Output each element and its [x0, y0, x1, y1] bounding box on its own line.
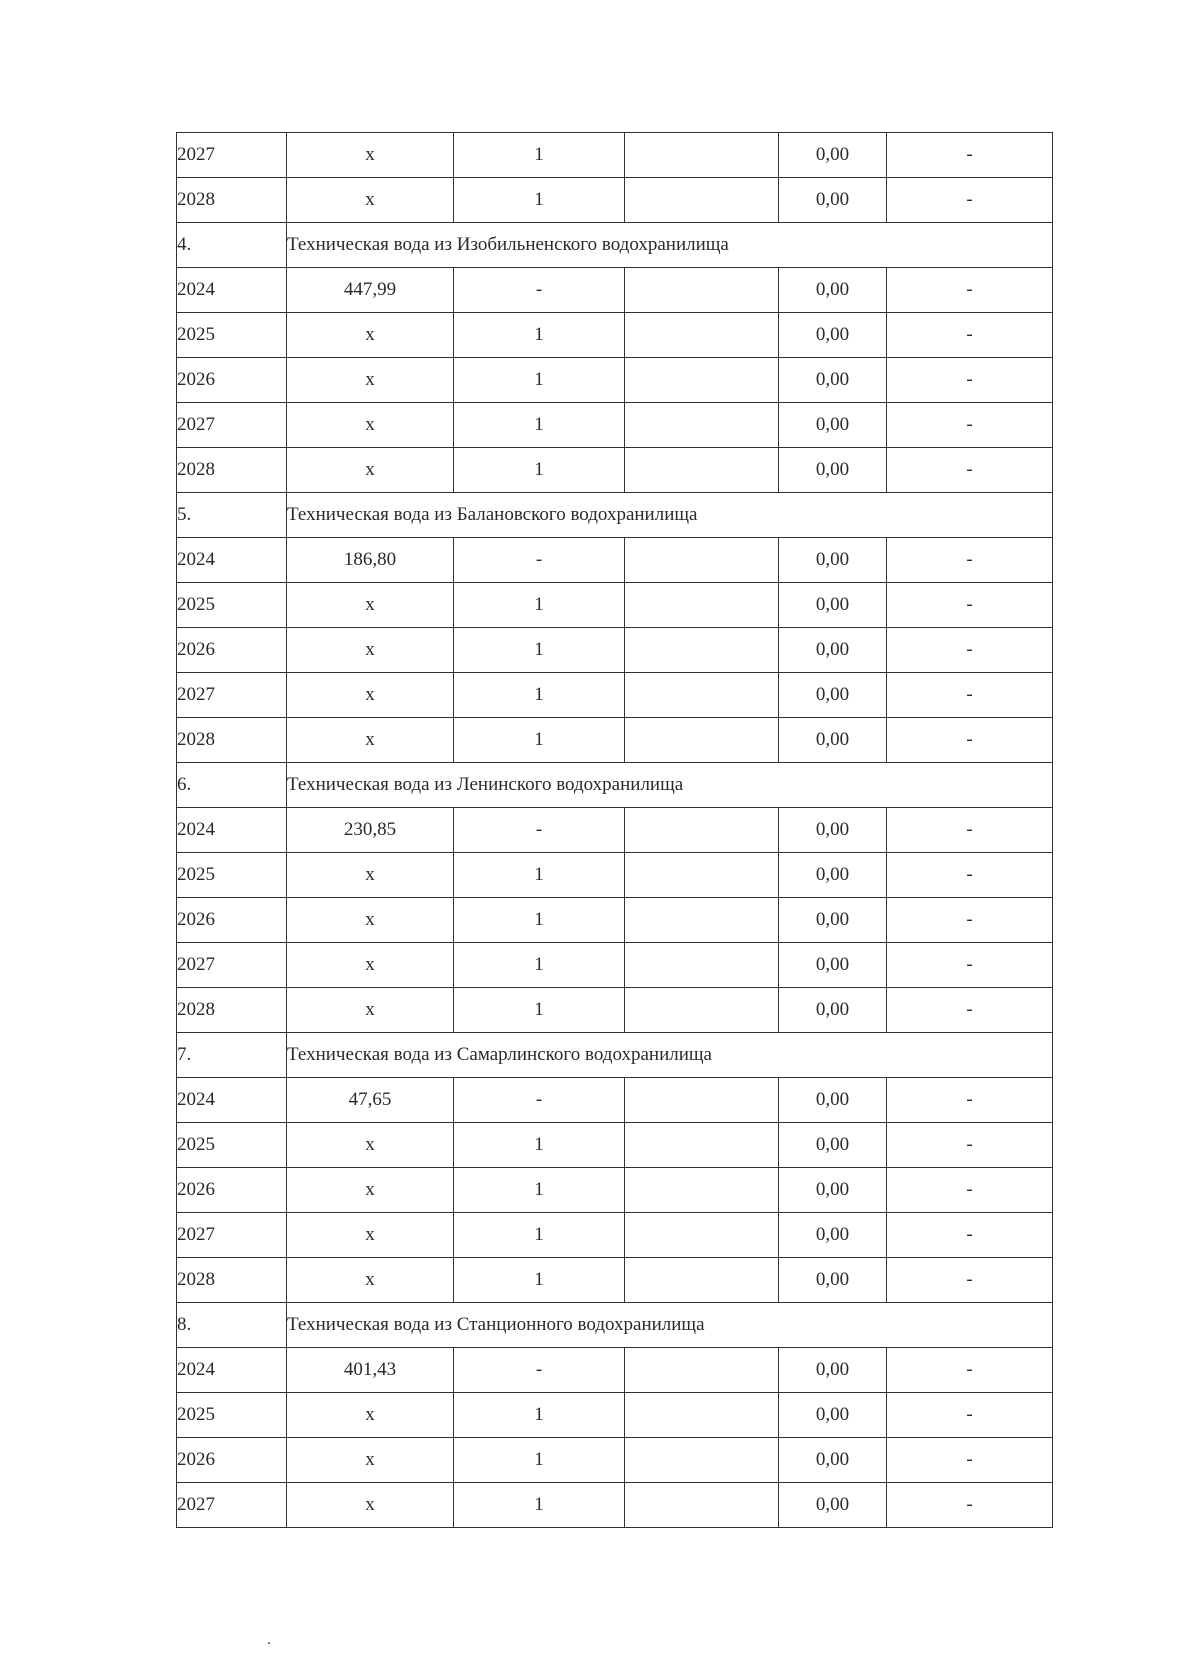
- volume-cell: x: [287, 988, 454, 1033]
- empty-cell: [625, 808, 779, 853]
- flag-cell: 1: [454, 943, 625, 988]
- amount-cell: 0,00: [779, 1393, 887, 1438]
- flag-cell: 1: [454, 1213, 625, 1258]
- year-cell: 2026: [177, 1438, 287, 1483]
- dash-cell: -: [887, 1078, 1053, 1123]
- table-row: [177, 313, 1053, 358]
- dash-cell: -: [887, 628, 1053, 673]
- table-row: [177, 358, 1053, 403]
- flag-cell: -: [454, 538, 625, 583]
- year-cell: 2027: [177, 133, 287, 178]
- volume-cell: x: [287, 1393, 454, 1438]
- year-cell: 2027: [177, 943, 287, 988]
- dash-cell: -: [887, 1213, 1053, 1258]
- empty-cell: [625, 313, 779, 358]
- dash-cell: -: [887, 448, 1053, 493]
- empty-cell: [625, 358, 779, 403]
- empty-cell: [625, 133, 779, 178]
- year-cell: 2028: [177, 1258, 287, 1303]
- section-title: Техническая вода из Изобильненского водохранилища: [287, 223, 1053, 268]
- table-row: [177, 268, 1053, 313]
- amount-cell: 0,00: [779, 313, 887, 358]
- amount-cell: 0,00: [779, 178, 887, 223]
- dash-cell: -: [887, 583, 1053, 628]
- year-cell: 2027: [177, 1483, 287, 1528]
- table-row: [177, 538, 1053, 583]
- empty-cell: [625, 1078, 779, 1123]
- amount-cell: 0,00: [779, 133, 887, 178]
- volume-cell: 401,43: [287, 1348, 454, 1393]
- year-cell: 2024: [177, 1078, 287, 1123]
- volume-cell: x: [287, 853, 454, 898]
- year-cell: 2024: [177, 268, 287, 313]
- section-title: Техническая вода из Самарлинского водохранилища: [287, 1033, 1053, 1078]
- table-row: [177, 718, 1053, 763]
- year-cell: 2028: [177, 448, 287, 493]
- year-cell: 2026: [177, 1168, 287, 1213]
- flag-cell: 1: [454, 1483, 625, 1528]
- empty-cell: [625, 943, 779, 988]
- volume-cell: x: [287, 1123, 454, 1168]
- dash-cell: -: [887, 1393, 1053, 1438]
- volume-cell: 186,80: [287, 538, 454, 583]
- flag-cell: 1: [454, 448, 625, 493]
- section-number: 7.: [177, 1033, 287, 1078]
- table-row: [177, 1078, 1053, 1123]
- empty-cell: [625, 1168, 779, 1213]
- flag-cell: 1: [454, 313, 625, 358]
- flag-cell: 1: [454, 1168, 625, 1213]
- empty-cell: [625, 1438, 779, 1483]
- dash-cell: -: [887, 178, 1053, 223]
- dash-cell: -: [887, 943, 1053, 988]
- section-number: 6.: [177, 763, 287, 808]
- volume-cell: x: [287, 898, 454, 943]
- table-row: [177, 988, 1053, 1033]
- dash-cell: -: [887, 853, 1053, 898]
- flag-cell: 1: [454, 133, 625, 178]
- empty-cell: [625, 1348, 779, 1393]
- volume-cell: x: [287, 673, 454, 718]
- flag-cell: 1: [454, 628, 625, 673]
- dash-cell: -: [887, 313, 1053, 358]
- table-body: [177, 133, 1053, 1528]
- amount-cell: 0,00: [779, 718, 887, 763]
- flag-cell: 1: [454, 1258, 625, 1303]
- section-number: 5.: [177, 493, 287, 538]
- volume-cell: 47,65: [287, 1078, 454, 1123]
- table-row: [177, 1258, 1053, 1303]
- table-row: [177, 1123, 1053, 1168]
- volume-cell: 230,85: [287, 808, 454, 853]
- volume-cell: x: [287, 1483, 454, 1528]
- table-row: [177, 1393, 1053, 1438]
- year-cell: 2024: [177, 808, 287, 853]
- dash-cell: -: [887, 1168, 1053, 1213]
- empty-cell: [625, 673, 779, 718]
- table-row: [177, 178, 1053, 223]
- dash-cell: -: [887, 358, 1053, 403]
- year-cell: 2026: [177, 898, 287, 943]
- amount-cell: 0,00: [779, 943, 887, 988]
- year-cell: 2026: [177, 358, 287, 403]
- flag-cell: 1: [454, 1123, 625, 1168]
- flag-cell: 1: [454, 718, 625, 763]
- empty-cell: [625, 178, 779, 223]
- empty-cell: [625, 1258, 779, 1303]
- volume-cell: x: [287, 1438, 454, 1483]
- empty-cell: [625, 448, 779, 493]
- dash-cell: -: [887, 898, 1053, 943]
- flag-cell: -: [454, 268, 625, 313]
- volume-cell: x: [287, 583, 454, 628]
- empty-cell: [625, 1213, 779, 1258]
- scan-speck: [268, 1642, 270, 1644]
- year-cell: 2027: [177, 1213, 287, 1258]
- volume-cell: x: [287, 1168, 454, 1213]
- volume-cell: x: [287, 133, 454, 178]
- amount-cell: 0,00: [779, 1483, 887, 1528]
- table-row: [177, 1168, 1053, 1213]
- dash-cell: -: [887, 1438, 1053, 1483]
- empty-cell: [625, 1483, 779, 1528]
- flag-cell: 1: [454, 988, 625, 1033]
- dash-cell: -: [887, 673, 1053, 718]
- section-number: 4.: [177, 223, 287, 268]
- dash-cell: -: [887, 1258, 1053, 1303]
- amount-cell: 0,00: [779, 853, 887, 898]
- year-cell: 2027: [177, 673, 287, 718]
- flag-cell: -: [454, 1078, 625, 1123]
- table-row: [177, 1213, 1053, 1258]
- empty-cell: [625, 403, 779, 448]
- section-title: Техническая вода из Балановского водохранилища: [287, 493, 1053, 538]
- dash-cell: -: [887, 133, 1053, 178]
- year-cell: 2028: [177, 718, 287, 763]
- empty-cell: [625, 1123, 779, 1168]
- section-number: 8.: [177, 1303, 287, 1348]
- flag-cell: 1: [454, 1393, 625, 1438]
- year-cell: 2027: [177, 403, 287, 448]
- table-row: [177, 673, 1053, 718]
- table-row: [177, 1483, 1053, 1528]
- year-cell: 2026: [177, 628, 287, 673]
- dash-cell: -: [887, 1348, 1053, 1393]
- dash-cell: -: [887, 988, 1053, 1033]
- flag-cell: 1: [454, 673, 625, 718]
- amount-cell: 0,00: [779, 1168, 887, 1213]
- amount-cell: 0,00: [779, 448, 887, 493]
- table-row: [177, 448, 1053, 493]
- dash-cell: -: [887, 403, 1053, 448]
- flag-cell: 1: [454, 583, 625, 628]
- table-row: [177, 628, 1053, 673]
- year-cell: 2025: [177, 1123, 287, 1168]
- amount-cell: 0,00: [779, 1078, 887, 1123]
- dash-cell: -: [887, 1123, 1053, 1168]
- amount-cell: 0,00: [779, 1213, 887, 1258]
- year-cell: 2028: [177, 988, 287, 1033]
- empty-cell: [625, 898, 779, 943]
- flag-cell: 1: [454, 1438, 625, 1483]
- table-row: [177, 1438, 1053, 1483]
- volume-cell: x: [287, 313, 454, 358]
- volume-cell: x: [287, 718, 454, 763]
- volume-cell: x: [287, 403, 454, 448]
- dash-cell: -: [887, 268, 1053, 313]
- flag-cell: 1: [454, 853, 625, 898]
- volume-cell: x: [287, 448, 454, 493]
- amount-cell: 0,00: [779, 673, 887, 718]
- empty-cell: [625, 583, 779, 628]
- section-row: [177, 223, 1053, 268]
- table-row: [177, 583, 1053, 628]
- tariff-table: [176, 132, 1053, 1528]
- table-row: [177, 133, 1053, 178]
- table-row: [177, 898, 1053, 943]
- amount-cell: 0,00: [779, 988, 887, 1033]
- table-row: [177, 853, 1053, 898]
- section-row: [177, 1033, 1053, 1078]
- amount-cell: 0,00: [779, 403, 887, 448]
- flag-cell: 1: [454, 358, 625, 403]
- amount-cell: 0,00: [779, 898, 887, 943]
- flag-cell: -: [454, 1348, 625, 1393]
- year-cell: 2025: [177, 853, 287, 898]
- volume-cell: x: [287, 1258, 454, 1303]
- amount-cell: 0,00: [779, 538, 887, 583]
- section-row: [177, 1303, 1053, 1348]
- volume-cell: x: [287, 358, 454, 403]
- amount-cell: 0,00: [779, 1438, 887, 1483]
- dash-cell: -: [887, 538, 1053, 583]
- amount-cell: 0,00: [779, 1258, 887, 1303]
- empty-cell: [625, 988, 779, 1033]
- volume-cell: x: [287, 178, 454, 223]
- empty-cell: [625, 268, 779, 313]
- volume-cell: x: [287, 1213, 454, 1258]
- empty-cell: [625, 628, 779, 673]
- flag-cell: 1: [454, 898, 625, 943]
- year-cell: 2025: [177, 583, 287, 628]
- amount-cell: 0,00: [779, 628, 887, 673]
- volume-cell: x: [287, 628, 454, 673]
- volume-cell: x: [287, 943, 454, 988]
- amount-cell: 0,00: [779, 268, 887, 313]
- empty-cell: [625, 718, 779, 763]
- amount-cell: 0,00: [779, 358, 887, 403]
- amount-cell: 0,00: [779, 583, 887, 628]
- year-cell: 2028: [177, 178, 287, 223]
- empty-cell: [625, 1393, 779, 1438]
- table-row: [177, 1348, 1053, 1393]
- year-cell: 2024: [177, 1348, 287, 1393]
- amount-cell: 0,00: [779, 1123, 887, 1168]
- section-title: Техническая вода из Станционного водохранилища: [287, 1303, 1053, 1348]
- amount-cell: 0,00: [779, 808, 887, 853]
- table-row: [177, 403, 1053, 448]
- empty-cell: [625, 538, 779, 583]
- amount-cell: 0,00: [779, 1348, 887, 1393]
- dash-cell: -: [887, 1483, 1053, 1528]
- flag-cell: -: [454, 808, 625, 853]
- dash-cell: -: [887, 718, 1053, 763]
- volume-cell: 447,99: [287, 268, 454, 313]
- section-row: [177, 763, 1053, 808]
- year-cell: 2025: [177, 313, 287, 358]
- flag-cell: 1: [454, 403, 625, 448]
- section-row: [177, 493, 1053, 538]
- table-row: [177, 943, 1053, 988]
- year-cell: 2024: [177, 538, 287, 583]
- dash-cell: -: [887, 808, 1053, 853]
- year-cell: 2025: [177, 1393, 287, 1438]
- empty-cell: [625, 853, 779, 898]
- table-row: [177, 808, 1053, 853]
- section-title: Техническая вода из Ленинского водохранилища: [287, 763, 1053, 808]
- flag-cell: 1: [454, 178, 625, 223]
